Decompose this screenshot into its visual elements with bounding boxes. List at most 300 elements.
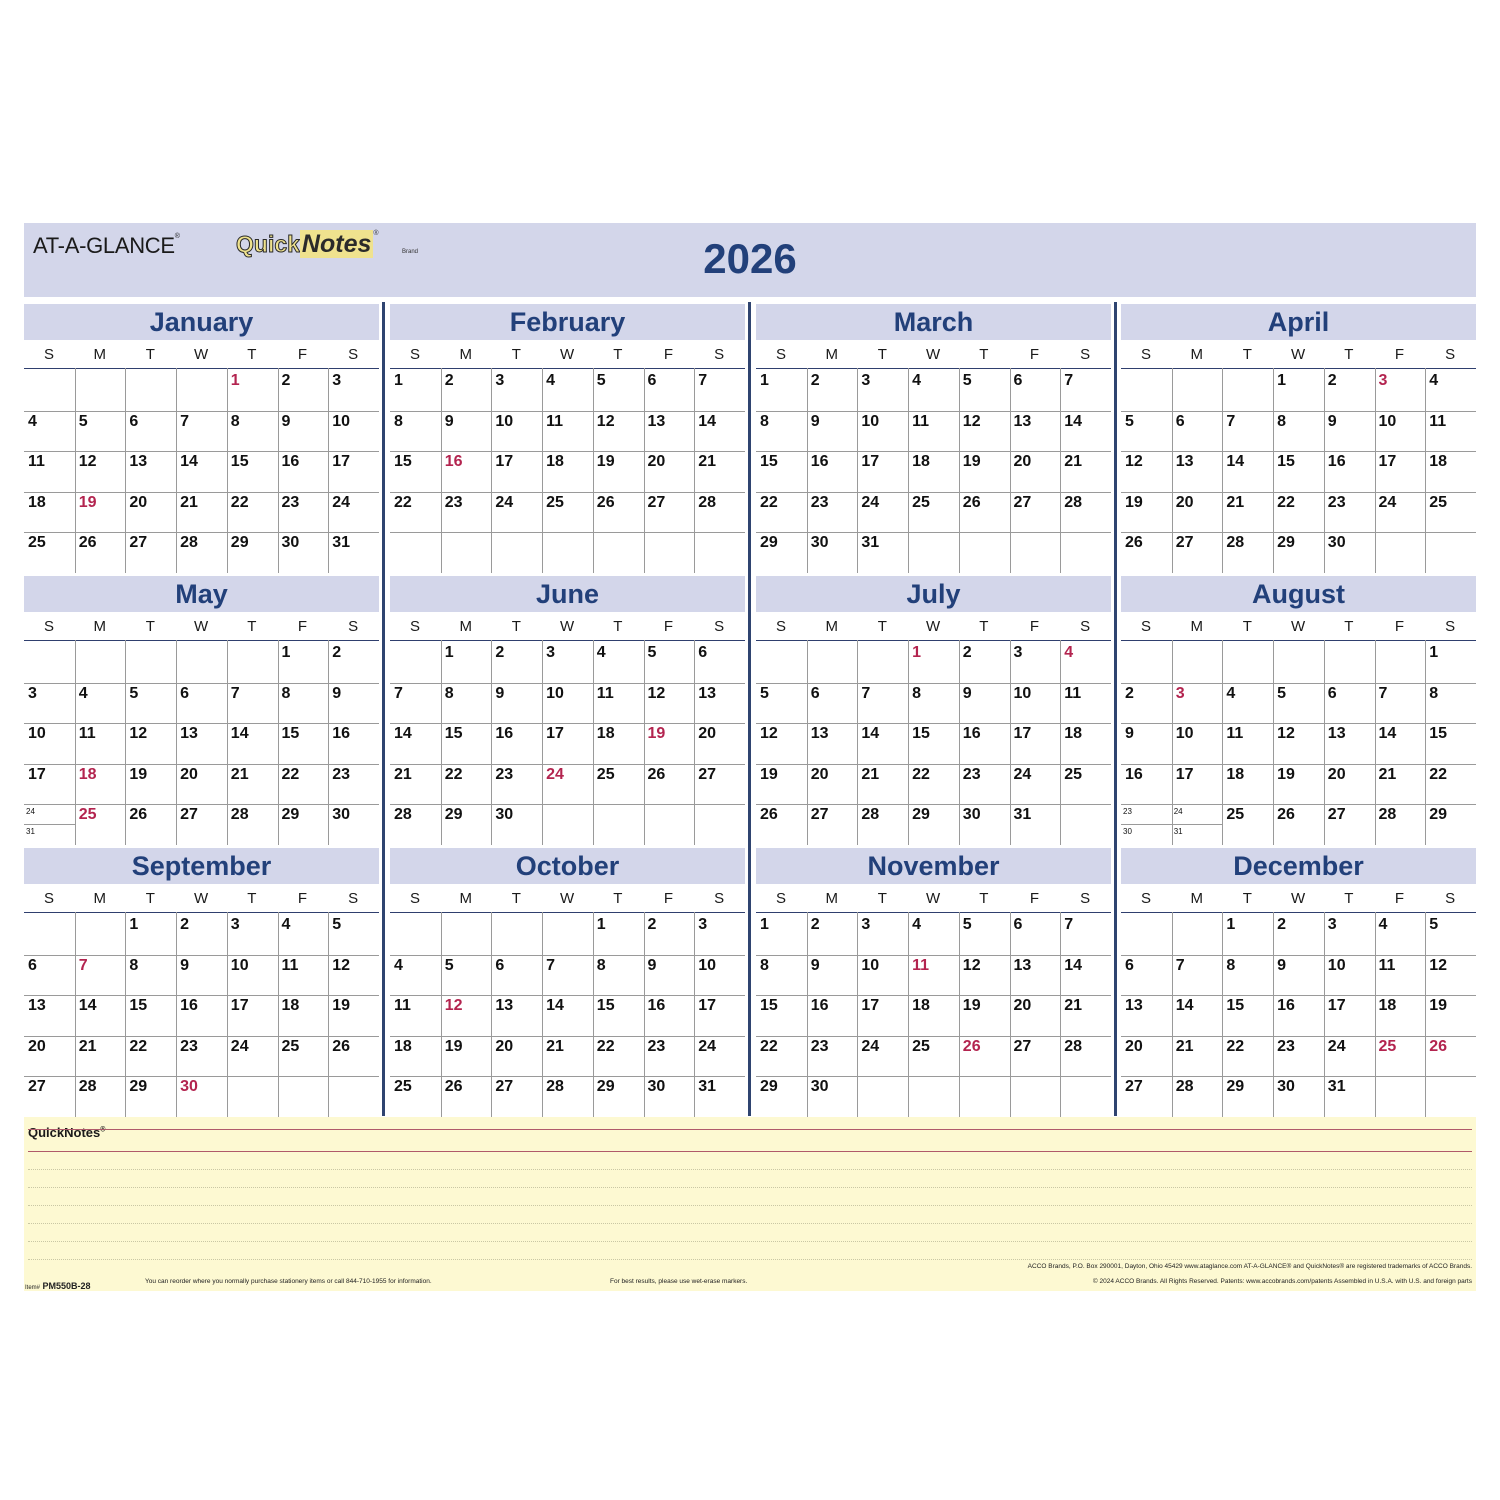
weekday-label: S xyxy=(348,890,359,907)
weekday-label: S xyxy=(409,890,420,907)
week-rule xyxy=(24,1076,379,1077)
day-cell: 14 xyxy=(1378,725,1397,742)
week-rule xyxy=(1121,764,1476,765)
day-cell: 30 xyxy=(1327,534,1346,551)
day-cell: 9 xyxy=(281,412,291,430)
weekday-label: M xyxy=(1190,618,1203,635)
day-cell: 28 xyxy=(861,806,880,823)
day-cell: 29 xyxy=(1277,534,1295,551)
day-separator xyxy=(125,368,126,573)
day-cell: 12 xyxy=(1429,956,1447,974)
day-cell: 10 xyxy=(495,412,514,430)
day-cell: 23 xyxy=(1277,1037,1295,1055)
month-name: February xyxy=(390,304,745,340)
day-cell: 3 xyxy=(495,372,505,389)
wall-calendar xyxy=(24,223,1476,1291)
day-cell: 15 xyxy=(1277,453,1295,470)
day-cell: 27 xyxy=(1013,1037,1032,1055)
day-cell: 22 xyxy=(1429,765,1447,783)
day-cell: 16 xyxy=(962,725,981,742)
day-cell: 21 xyxy=(1378,765,1397,783)
notes-line xyxy=(28,1187,1472,1188)
day-cell: 13 xyxy=(1013,412,1032,430)
day-cell: 3 xyxy=(546,644,555,661)
day-cell: 13 xyxy=(1327,725,1346,742)
weekday-label: S xyxy=(348,618,359,635)
day-cell: 18 xyxy=(1378,997,1397,1014)
day-separator xyxy=(644,912,645,1117)
day-cell: 23 xyxy=(647,1037,666,1055)
day-cell-split: 24 xyxy=(1173,807,1183,816)
notes-line xyxy=(28,1169,1472,1170)
week-rule xyxy=(24,1036,379,1037)
day-cell: 17 xyxy=(230,997,249,1014)
day-cell: 29 xyxy=(596,1078,615,1095)
day-cell: 26 xyxy=(332,1037,350,1055)
day-cell: 18 xyxy=(1429,453,1447,470)
day-cell: 12 xyxy=(962,956,981,974)
week-rule xyxy=(390,492,745,493)
day-cell: 20 xyxy=(1327,765,1346,783)
day-separator xyxy=(1273,640,1274,845)
column-divider xyxy=(1114,302,1117,1116)
day-cell: 22 xyxy=(760,1037,778,1055)
day-cell: 2 xyxy=(810,916,820,933)
day-cell: 9 xyxy=(1125,725,1134,742)
day-cell: 8 xyxy=(760,412,769,430)
day-cell: 19 xyxy=(962,997,981,1014)
month-october xyxy=(390,848,745,1117)
day-cell: 5 xyxy=(129,684,139,702)
day-cell: 17 xyxy=(861,997,880,1014)
day-separator xyxy=(1222,912,1223,1117)
weekday-label: S xyxy=(1140,346,1151,363)
day-separator xyxy=(441,912,442,1117)
day-separator xyxy=(542,912,543,1117)
weekday-label: M xyxy=(825,346,838,363)
weekday-label: T xyxy=(1242,890,1252,907)
weekday-label: W xyxy=(926,618,941,635)
weekday-label: S xyxy=(409,346,420,363)
day-cell: 24 xyxy=(332,493,350,511)
week-rule xyxy=(390,1036,745,1037)
day-cell: 24 xyxy=(1327,1037,1346,1055)
day-separator xyxy=(542,368,543,573)
day-cell-split: 31 xyxy=(1173,827,1183,836)
day-cell: 15 xyxy=(444,725,463,742)
day-cell: 18 xyxy=(596,725,615,742)
weekday-label: F xyxy=(1394,890,1405,907)
month-february xyxy=(390,304,745,573)
day-cell: 5 xyxy=(78,412,88,430)
day-cell: 28 xyxy=(1226,534,1245,551)
day-cell: 10 xyxy=(332,412,350,430)
day-cell: 22 xyxy=(760,493,778,511)
day-cell: 27 xyxy=(1327,806,1346,823)
week-rule xyxy=(390,995,745,996)
day-separator xyxy=(328,912,329,1117)
weekday-label: W xyxy=(1291,890,1306,907)
day-separator xyxy=(227,368,228,573)
month-name: April xyxy=(1121,304,1476,340)
day-cell: 23 xyxy=(332,765,350,783)
day-cell: 26 xyxy=(129,806,148,823)
weekday-label: F xyxy=(297,618,308,635)
day-cell: 13 xyxy=(495,997,514,1014)
day-cell: 31 xyxy=(698,1078,716,1095)
weekday-label: T xyxy=(511,890,521,907)
split-rule xyxy=(1172,824,1223,825)
quicknotes-logo: QuickNotes ® Brand xyxy=(236,230,419,258)
day-cell: 15 xyxy=(760,997,778,1014)
day-separator xyxy=(1060,912,1061,1117)
day-cell: 6 xyxy=(28,956,37,974)
weekday-label: T xyxy=(613,890,623,907)
day-cell: 17 xyxy=(495,453,514,470)
notes-rule xyxy=(28,1129,1472,1130)
column-divider xyxy=(382,302,385,1116)
day-separator xyxy=(441,368,442,573)
holiday-day: 16 xyxy=(444,453,463,470)
week-rule xyxy=(24,764,379,765)
marker-tip-text: For best results, please use wet-erase markers. xyxy=(610,1278,748,1285)
week-rule xyxy=(756,955,1111,956)
day-cell: 5 xyxy=(962,916,972,933)
address-text: ACCO Brands, P.O. Box 290001, Dayton, Ohio 45429 www.ataglance.com AT-A-GLANCE® and QuickNotes® are registered trademarks of ACCO Brands. xyxy=(1027,1263,1472,1270)
weekday-label: M xyxy=(1190,346,1203,363)
day-cell: 10 xyxy=(698,956,716,974)
weekday-label: T xyxy=(1344,618,1354,635)
day-cell: 15 xyxy=(281,725,300,742)
day-cell: 10 xyxy=(230,956,249,974)
day-cell: 23 xyxy=(810,493,829,511)
week-rule xyxy=(24,451,379,452)
day-cell: 13 xyxy=(28,997,46,1014)
day-separator xyxy=(644,368,645,573)
day-cell: 1 xyxy=(281,644,291,661)
day-separator xyxy=(1324,640,1325,845)
weekday-label: M xyxy=(1190,890,1203,907)
week-rule xyxy=(1121,955,1476,956)
month-january xyxy=(24,304,379,573)
day-cell: 7 xyxy=(180,412,189,430)
day-separator xyxy=(857,640,858,845)
day-cell: 11 xyxy=(28,453,45,470)
day-cell: 8 xyxy=(1226,956,1236,974)
day-cell-split: 30 xyxy=(1123,827,1132,836)
day-cell: 15 xyxy=(230,453,249,470)
day-separator xyxy=(1010,640,1011,845)
day-cell: 8 xyxy=(129,956,139,974)
month-september xyxy=(24,848,379,1117)
weekday-label: S xyxy=(43,618,54,635)
day-cell: 19 xyxy=(962,453,981,470)
day-cell: 7 xyxy=(698,372,708,389)
day-cell: 13 xyxy=(129,453,148,470)
day-cell: 4 xyxy=(281,916,291,933)
day-cell: 5 xyxy=(647,644,657,661)
day-cell: 10 xyxy=(861,956,880,974)
day-cell: 22 xyxy=(230,493,249,511)
day-separator xyxy=(278,640,279,845)
day-separator xyxy=(1010,912,1011,1117)
weekday-label: T xyxy=(511,618,521,635)
day-cell: 7 xyxy=(1064,372,1074,389)
day-cell: 27 xyxy=(495,1078,514,1095)
day-cell: 2 xyxy=(180,916,189,933)
day-cell: 22 xyxy=(281,765,300,783)
day-cell: 2 xyxy=(495,644,505,661)
day-cell: 8 xyxy=(1429,684,1439,702)
week-rule xyxy=(390,683,745,684)
day-cell: 14 xyxy=(180,453,198,470)
day-cell: 1 xyxy=(1226,916,1236,933)
quicknotes-title: QuickNotes® xyxy=(28,1125,106,1140)
month-july xyxy=(756,576,1111,845)
week-rule xyxy=(756,1036,1111,1037)
week-rule xyxy=(1121,1076,1476,1077)
weekday-label: S xyxy=(775,346,786,363)
day-cell: 10 xyxy=(1378,412,1397,430)
day-cell: 7 xyxy=(230,684,240,702)
weekday-label: S xyxy=(714,346,725,363)
day-cell: 3 xyxy=(861,372,871,389)
day-cell: 31 xyxy=(332,534,350,551)
day-separator xyxy=(278,912,279,1117)
day-cell: 27 xyxy=(1013,493,1032,511)
weekday-rule xyxy=(1121,368,1476,369)
day-cell: 15 xyxy=(1226,997,1245,1014)
day-cell: 26 xyxy=(760,806,778,823)
day-cell: 1 xyxy=(1429,644,1439,661)
day-cell: 6 xyxy=(129,412,139,430)
day-cell: 29 xyxy=(912,806,930,823)
day-cell: 1 xyxy=(760,372,769,389)
day-cell: 29 xyxy=(230,534,249,551)
year-title: 2026 xyxy=(703,235,797,282)
weekday-label: M xyxy=(93,346,106,363)
day-cell: 4 xyxy=(912,916,921,933)
weekday-label: F xyxy=(1029,890,1040,907)
day-cell: 25 xyxy=(394,1078,412,1095)
holiday-day: 1 xyxy=(230,372,240,389)
day-cell: 6 xyxy=(1175,412,1185,430)
day-cell: 9 xyxy=(444,412,454,430)
weekday-label: M xyxy=(93,618,106,635)
day-cell: 12 xyxy=(1277,725,1295,742)
day-cell-split: 31 xyxy=(26,827,35,836)
day-cell: 17 xyxy=(546,725,564,742)
day-separator xyxy=(694,912,695,1117)
day-cell: 12 xyxy=(962,412,981,430)
month-name: October xyxy=(390,848,745,884)
month-name: March xyxy=(756,304,1111,340)
day-cell: 6 xyxy=(495,956,505,974)
day-separator xyxy=(1425,912,1426,1117)
day-cell: 15 xyxy=(760,453,778,470)
day-cell: 29 xyxy=(1226,1078,1245,1095)
week-rule xyxy=(1121,532,1476,533)
day-cell: 3 xyxy=(230,916,240,933)
day-cell: 30 xyxy=(810,534,829,551)
day-cell: 20 xyxy=(1013,997,1032,1014)
weekday-label: W xyxy=(194,346,209,363)
day-cell: 9 xyxy=(495,684,505,702)
day-cell: 6 xyxy=(698,644,708,661)
day-cell: 3 xyxy=(698,916,708,933)
day-separator xyxy=(75,640,76,845)
day-cell: 19 xyxy=(1429,997,1447,1014)
holiday-day: 24 xyxy=(546,765,564,783)
day-cell: 2 xyxy=(1125,684,1134,702)
day-cell: 19 xyxy=(760,765,778,783)
day-cell: 8 xyxy=(394,412,403,430)
day-separator xyxy=(75,368,76,573)
week-rule xyxy=(756,804,1111,805)
day-cell: 27 xyxy=(28,1078,46,1095)
weekday-rule xyxy=(390,912,745,913)
day-cell: 2 xyxy=(962,644,972,661)
day-cell: 29 xyxy=(760,1078,778,1095)
weekday-label: S xyxy=(1445,346,1456,363)
weekday-label: T xyxy=(145,618,155,635)
day-cell: 22 xyxy=(129,1037,148,1055)
weekday-label: T xyxy=(1344,890,1354,907)
week-rule xyxy=(756,532,1111,533)
week-rule xyxy=(390,1076,745,1077)
day-separator xyxy=(1273,368,1274,573)
day-cell: 21 xyxy=(546,1037,564,1055)
day-cell: 21 xyxy=(230,765,249,783)
weekday-label: S xyxy=(1080,618,1091,635)
weekday-label: S xyxy=(43,890,54,907)
day-separator xyxy=(1060,640,1061,845)
day-cell: 5 xyxy=(1125,412,1134,430)
day-cell: 18 xyxy=(912,997,930,1014)
day-cell: 30 xyxy=(647,1078,666,1095)
day-separator xyxy=(441,640,442,845)
day-cell: 14 xyxy=(1175,997,1194,1014)
weekday-label: T xyxy=(145,346,155,363)
day-cell: 15 xyxy=(596,997,615,1014)
day-cell: 1 xyxy=(1277,372,1286,389)
holiday-day: 11 xyxy=(912,956,930,974)
day-cell: 3 xyxy=(332,372,342,389)
holiday-day: 1 xyxy=(912,644,921,661)
day-cell: 28 xyxy=(78,1078,97,1095)
week-rule xyxy=(1121,411,1476,412)
day-cell: 28 xyxy=(1064,493,1082,511)
week-rule xyxy=(390,804,745,805)
day-cell: 26 xyxy=(444,1078,463,1095)
day-cell: 24 xyxy=(698,1037,716,1055)
day-cell: 8 xyxy=(230,412,240,430)
day-cell: 28 xyxy=(546,1078,564,1095)
day-cell: 28 xyxy=(698,493,716,511)
day-cell: 1 xyxy=(394,372,403,389)
holiday-day: 3 xyxy=(1378,372,1388,389)
day-cell: 11 xyxy=(912,412,930,430)
day-cell: 21 xyxy=(698,453,716,470)
weekday-label: S xyxy=(1445,890,1456,907)
day-separator xyxy=(1324,912,1325,1117)
day-cell: 22 xyxy=(596,1037,615,1055)
day-cell: 14 xyxy=(698,412,716,430)
split-rule xyxy=(24,824,75,825)
weekday-label: W xyxy=(1291,346,1306,363)
day-cell: 19 xyxy=(1125,493,1143,511)
weekday-label: S xyxy=(1080,346,1091,363)
day-cell: 1 xyxy=(760,916,769,933)
weekday-label: T xyxy=(877,346,887,363)
brand-logo: AT-A-GLANCE® xyxy=(33,233,180,258)
day-cell: 26 xyxy=(78,534,97,551)
day-cell: 3 xyxy=(28,684,37,702)
holiday-day: 26 xyxy=(1429,1037,1447,1055)
day-separator xyxy=(807,640,808,845)
day-cell: 30 xyxy=(281,534,300,551)
day-cell: 21 xyxy=(180,493,198,511)
day-cell: 9 xyxy=(810,412,820,430)
weekday-label: T xyxy=(247,618,257,635)
weekday-label: M xyxy=(93,890,106,907)
day-separator xyxy=(959,640,960,845)
day-cell: 3 xyxy=(861,916,871,933)
day-cell: 27 xyxy=(129,534,148,551)
weekday-label: W xyxy=(194,890,209,907)
day-cell: 11 xyxy=(546,412,564,430)
day-separator xyxy=(959,912,960,1117)
week-rule xyxy=(1121,723,1476,724)
weekday-rule xyxy=(756,912,1111,913)
day-separator xyxy=(227,640,228,845)
week-rule xyxy=(390,411,745,412)
holiday-day: 30 xyxy=(180,1078,198,1095)
day-cell: 4 xyxy=(1378,916,1388,933)
weekday-label: T xyxy=(613,346,623,363)
day-separator xyxy=(1273,912,1274,1117)
day-cell: 1 xyxy=(129,916,139,933)
day-cell: 4 xyxy=(78,684,88,702)
reorder-text: You can reorder where you normally purchase stationery items or call 844-710-1955 for information. xyxy=(145,1278,432,1285)
day-cell: 16 xyxy=(1125,765,1143,783)
day-cell: 28 xyxy=(180,534,198,551)
weekday-label: T xyxy=(145,890,155,907)
day-cell: 16 xyxy=(810,453,829,470)
weekday-label: F xyxy=(663,618,674,635)
week-rule xyxy=(1121,804,1476,805)
day-cell: 28 xyxy=(230,806,249,823)
day-cell: 7 xyxy=(546,956,555,974)
day-cell: 3 xyxy=(1327,916,1337,933)
weekday-label: S xyxy=(409,618,420,635)
day-cell: 26 xyxy=(1125,534,1143,551)
day-cell: 6 xyxy=(810,684,820,702)
day-cell: 20 xyxy=(1125,1037,1143,1055)
day-separator xyxy=(1324,368,1325,573)
weekday-rule xyxy=(756,640,1111,641)
day-cell: 26 xyxy=(1277,806,1295,823)
split-rule xyxy=(1121,824,1172,825)
weekday-label: W xyxy=(194,618,209,635)
month-april xyxy=(1121,304,1476,573)
day-cell: 5 xyxy=(444,956,454,974)
weekday-label: M xyxy=(459,618,472,635)
holiday-day: 12 xyxy=(444,997,463,1014)
weekday-rule xyxy=(1121,640,1476,641)
day-separator xyxy=(1060,368,1061,573)
day-cell: 14 xyxy=(1064,956,1082,974)
